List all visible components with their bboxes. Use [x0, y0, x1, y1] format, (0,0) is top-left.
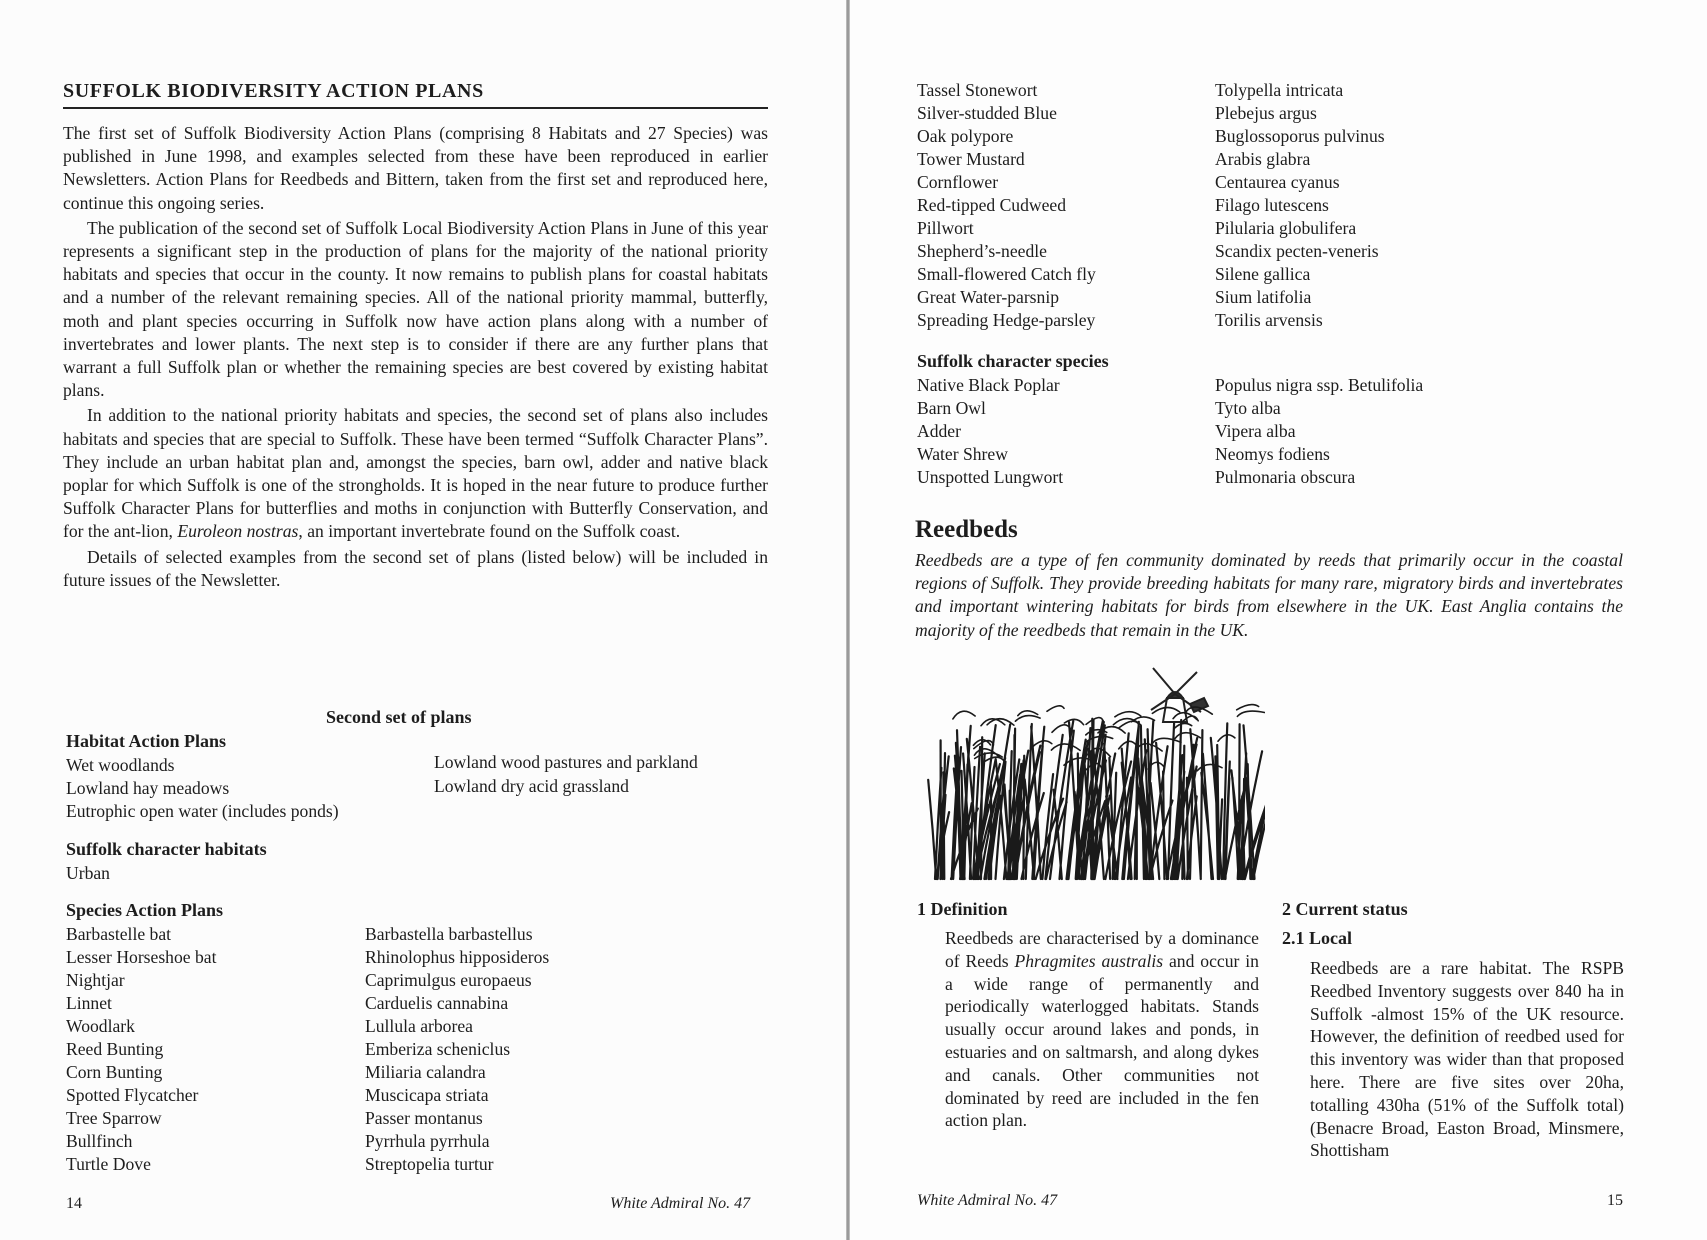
species-latin: Passer montanus	[365, 1108, 483, 1128]
local-text: Reedbeds are a rare habitat. The RSPB Reedbed Inventory suggests over 840 ha in Suffolk -almost 15% of the UK resource. However, the definition of reedbed used for this inventory was wider than that proposed here. There are five sites over 20ha, totalling 430ha (51% of the Suffolk total) (Benacre Broad, Easton Broad, Minsmere, Shottisham	[1310, 958, 1624, 1161]
species-common: Small-flowered Catch fly	[917, 264, 1096, 284]
species-common: Cornflower	[917, 172, 999, 192]
species-common: Unspotted Lungwort	[917, 467, 1064, 487]
species-latin: Carduelis cannabina	[365, 993, 509, 1013]
paragraph-3-tail: , an important invertebrate found on the Suffolk coast.	[298, 521, 681, 542]
reedbeds-title: Reedbeds	[915, 516, 1018, 543]
habitat-item: Eutrophic open water (includes ponds)	[66, 801, 339, 821]
species-common: Corn Bunting	[66, 1062, 163, 1082]
species-latin: Rhinolophus hipposideros	[365, 947, 550, 967]
species-common: Silver-studded Blue	[917, 103, 1057, 123]
species-latin: Populus nigra ssp. Betulifolia	[1215, 375, 1424, 395]
species-common: Turtle Dove	[66, 1154, 151, 1174]
species-latin: Pulmonaria obscura	[1215, 467, 1356, 487]
page-title: SUFFOLK BIODIVERSITY ACTION PLANS	[63, 80, 768, 109]
species-latin: Lullula arborea	[365, 1016, 473, 1036]
left-page	[0, 0, 848, 1240]
paragraph-2: The publication of the second set of Suffolk Local Biodiversity Action Plans in June of this year represents a significant step in the production of plans for the majority of the national priority habitats and species that occur in the county. It now remains to publish plans for coastal habitats and a number of the relevant remaining species. All of the national priority mammal, butterfly, moth and plant species occurring in Suffolk now have action plans along with a number of invertebrates and lower plants. The next step is to consider if there are any further plans that warrant a full Suffolk plan or whether the remaining species are best covered by existing habitat plans.	[63, 217, 768, 401]
species-common: Tassel Stonewort	[917, 80, 1038, 100]
species-latin: Pyrrhula pyrrhula	[365, 1131, 490, 1151]
species-latin: Centaurea cyanus	[1215, 172, 1340, 192]
species-latin: Scandix pecten-veneris	[1215, 241, 1379, 261]
species-latin: Tyto alba	[1215, 398, 1281, 418]
species-common: Tree Sparrow	[66, 1108, 162, 1128]
species-latin: Sium latifolia	[1215, 287, 1312, 307]
species-latin: Torilis arvensis	[1215, 310, 1323, 330]
intro-text	[63, 122, 768, 592]
species-common: Woodlark	[66, 1016, 135, 1036]
species-common: Nightjar	[66, 970, 125, 990]
species-common: Spreading Hedge-parsley	[917, 310, 1096, 330]
character-species-heading: Suffolk character species	[917, 351, 1109, 371]
reeds-icon	[928, 705, 1265, 879]
page-number: 14	[66, 1195, 82, 1212]
paragraph-1: The first set of Suffolk Biodiversity Action Plans (comprising 8 Habitats and 27 Species) was published in June 1998, and examples selected from these have been reproduced in earlier Newsletters. Action Plans for Reedbeds and Bittern, taken from the first set and reproduced here, continue this ongoing series.	[63, 123, 768, 213]
definition-text	[945, 927, 1259, 1132]
species-common: Oak polypore	[917, 126, 1014, 146]
status-heading: 2 Current status	[1282, 899, 1408, 919]
species-latin: Silene gallica	[1215, 264, 1311, 284]
paragraph-3-text: In addition to the national priority habitats and species, the second set of plans also includes habitats and species that are special to Suffolk. These have been termed “Suffolk Character Plans”. They include an urban habitat plan and, amongst the species, barn owl, adder and native black poplar for which Suffolk is one of the strongholds. It is hoped in the near future to produce further Suffolk Character Plans for butterflies and moths in conjunction with Butterfly Conservation, and for the ant-lion,	[63, 405, 768, 542]
journal-name: White Admiral No. 47	[917, 1192, 1058, 1209]
species-latin: Emberiza scheniclus	[365, 1039, 511, 1059]
species-common: Great Water-parsnip	[917, 287, 1060, 307]
species-latin: Buglossoporus pulvinus	[1215, 126, 1385, 146]
local-heading: 2.1 Local	[1282, 928, 1352, 948]
page-number: 15	[1607, 1192, 1623, 1209]
species-common: Barbastelle bat	[66, 924, 172, 944]
species-common: Spotted Flycatcher	[66, 1085, 199, 1105]
species-common: Reed Bunting	[66, 1039, 164, 1059]
habitat-item: Lowland hay meadows	[66, 778, 230, 798]
species-common: Linnet	[66, 993, 112, 1013]
species-common: Bullfinch	[66, 1131, 133, 1151]
species-latin: Streptopelia turtur	[365, 1154, 494, 1174]
species-latin: Barbastella barbastellus	[365, 924, 533, 944]
paragraph-4: Details of selected examples from the second set of plans (listed below) will be included in future issues of the Newsletter.	[63, 546, 768, 590]
species-latin: Neomys fodiens	[1215, 444, 1330, 464]
reedbed-windmill-illustration	[925, 664, 1265, 884]
habitat-item: Lowland dry acid grassland	[434, 776, 629, 796]
paragraph-3	[63, 404, 768, 543]
second-set-heading: Second set of plans	[326, 707, 472, 727]
character-habitats-heading: Suffolk character habitats	[66, 839, 267, 859]
page-gutter	[846, 0, 850, 1240]
phragmites-latin: Phragmites australis	[1014, 950, 1164, 971]
species-latin: Pilularia globulifera	[1215, 218, 1357, 238]
definition-text-b: and occur in a wide range of permanently and periodically waterlogged habitats. Stands usually occur around lakes and ponds, in estuaries and on saltmarsh, and along dykes and canals. Other communities not dominated by reed are included in the fen action plan.	[945, 950, 1259, 1131]
species-common: Lesser Horseshoe bat	[66, 947, 217, 967]
habitat-item: Lowland wood pastures and parkland	[434, 752, 698, 772]
species-common: Shepherd’s-needle	[917, 241, 1047, 261]
character-habitat-item: Urban	[66, 863, 110, 883]
species-common: Adder	[917, 421, 961, 441]
species-latin: Muscicapa striata	[365, 1085, 489, 1105]
species-common: Native Black Poplar	[917, 375, 1060, 395]
antlion-latin: Euroleon nostras	[177, 521, 299, 542]
species-latin: Filago lutescens	[1215, 195, 1329, 215]
reedbeds-intro: Reedbeds are a type of fen community dominated by reeds that primarily occur in the coastal regions of Suffolk. They provide breeding habitats for many rare, migratory birds and invertebrates and important wintering habitats for birds from elsewhere in the UK. East Anglia contains the majority of the reedbeds that remain in the UK.	[915, 550, 1623, 640]
species-common: Pillwort	[917, 218, 974, 238]
species-latin: Tolypella intricata	[1215, 80, 1344, 100]
species-latin: Vipera alba	[1215, 421, 1296, 441]
species-common: Red-tipped Cudweed	[917, 195, 1067, 215]
species-latin: Caprimulgus europaeus	[365, 970, 532, 990]
species-common: Barn Owl	[917, 398, 986, 418]
habitat-item: Wet woodlands	[66, 755, 175, 775]
definition-text-a: Reedbeds are characterised by a dominance of Reeds	[945, 928, 1259, 971]
species-latin: Plebejus argus	[1215, 103, 1317, 123]
species-common: Water Shrew	[917, 444, 1008, 464]
journal-name: White Admiral No. 47	[610, 1195, 751, 1212]
species-common: Tower Mustard	[917, 149, 1025, 169]
species-heading: Species Action Plans	[66, 900, 224, 920]
species-latin: Arabis glabra	[1215, 149, 1311, 169]
definition-heading: 1 Definition	[917, 899, 1008, 919]
habitat-heading: Habitat Action Plans	[66, 731, 227, 751]
species-latin: Miliaria calandra	[365, 1062, 486, 1082]
